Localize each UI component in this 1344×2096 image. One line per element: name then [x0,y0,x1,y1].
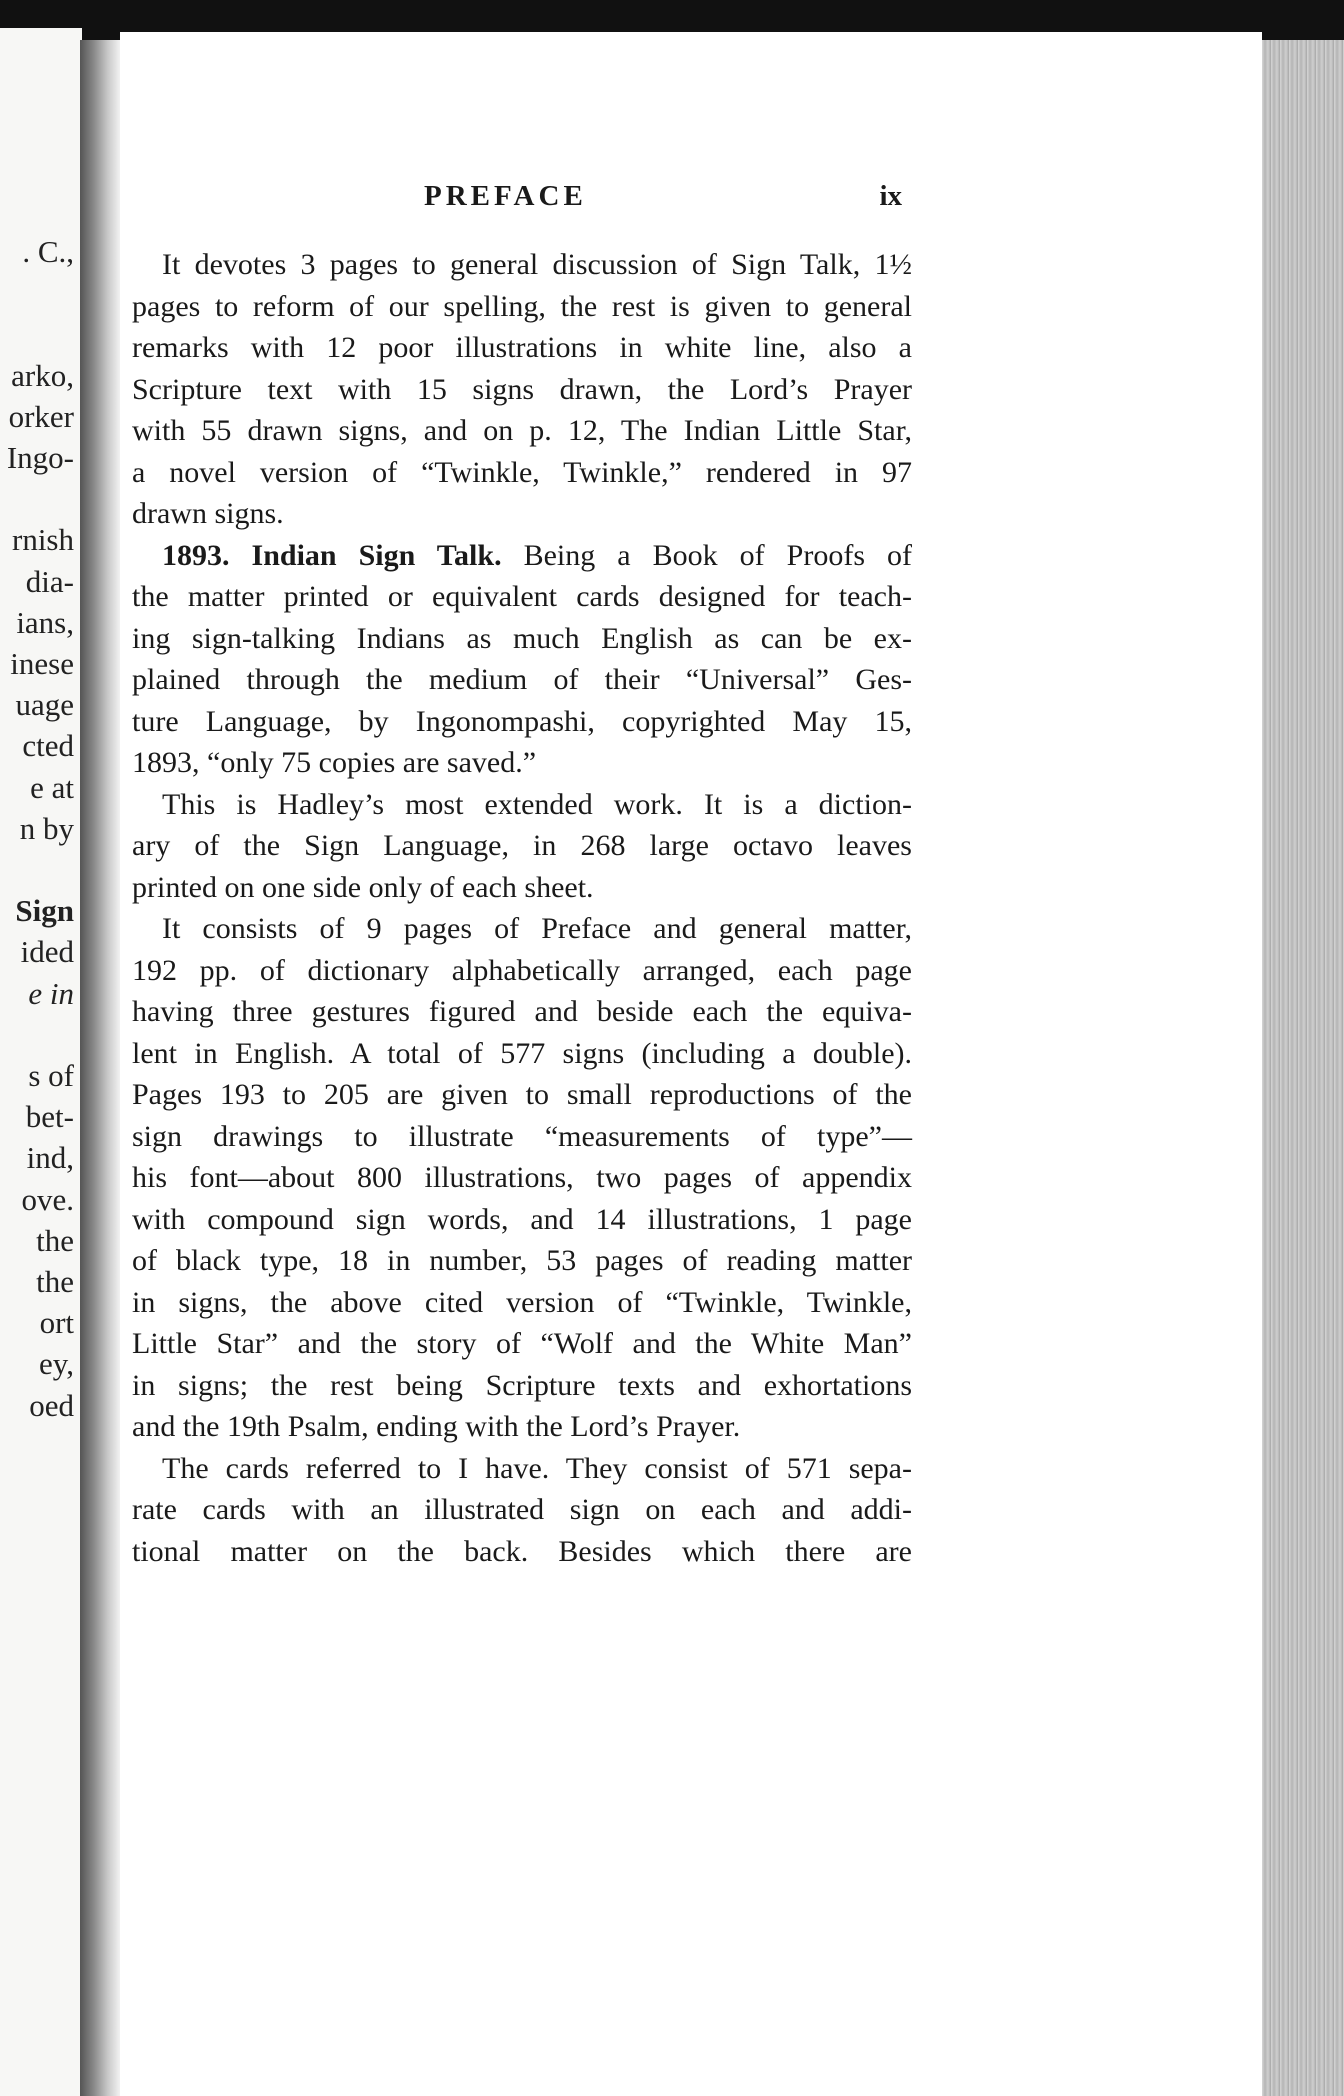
text-line: of black type, 18 in number, 53 pages of reading matter [132,1244,912,1277]
text-line: Little Star” and the story of “Wolf and the White Man” [132,1327,912,1360]
left-page-fragment: rnish [12,522,74,558]
left-page-fragment: n by [19,810,74,846]
text-line: the matter printed or equivalent cards designed for teach- [132,580,912,613]
left-page-fragment: Ingo- [6,440,74,475]
paragraph-5 [132,1448,912,1573]
left-page-fragment: cted [22,728,74,764]
text-line: drawn signs. [132,497,284,530]
left-page-fragment: arko, [11,357,74,393]
body-text [132,244,912,1572]
text-line: 192 pp. of dictionary alphabetically arranged, each page [132,953,912,987]
text-line: This is Hadley’s most extended work. It is a diction- [162,787,912,821]
left-page-fragment: ort [39,1305,74,1341]
left-page-fragment: s of [28,1058,74,1093]
entry-title: Indian Sign Talk. [251,538,502,572]
left-page-fragment: orker [8,398,74,434]
left-page-fragment: e in [28,975,74,1011]
left-page-fragment: inese [10,646,74,681]
left-page-fragment: oed [29,1387,74,1423]
page-number: ix [879,180,902,212]
text-line: The cards referred to I have. They consist of 571 sepa- [162,1451,912,1485]
paragraph-3 [132,784,912,909]
left-page-fragment: . C., [22,234,74,269]
text-line: his font—about 800 illustrations, two pages of appendix [132,1161,912,1194]
text-line: lent in English. A total of 577 signs (including a double). [132,1036,912,1070]
running-head: PREFACE [424,180,587,212]
text-line: sign drawings to illustrate “measurements of type”— [132,1119,912,1153]
facing-page-left [0,28,82,2096]
page-edges [1262,40,1344,2096]
left-page-fragment: ind, [26,1140,74,1176]
text-line: tional matter on the back. Besides which there are [132,1534,912,1568]
text-line: ing sign-talking Indians as much English as can be ex- [132,621,912,655]
text-line: rate cards with an illustrated sign on each and addi- [132,1493,912,1526]
text-line: a novel version of “Twinkle, Twinkle,” rendered in 97 [132,455,912,489]
text-line: printed on one side only of each sheet. [132,870,594,904]
text-line: 1893, “only 75 copies are saved.” [132,746,537,779]
left-page-fragment: ided [20,934,74,970]
text-line: pages to reform of our spelling, the rest is given to general [132,289,912,323]
left-page-fragment: ians, [16,604,74,640]
text-line: in signs; the rest being Scripture texts and exhortations [132,1368,912,1402]
page-header [132,180,906,224]
left-page-fragment: the [36,1222,74,1258]
text-line: with compound sign words, and 14 illustrations, 1 page [132,1202,912,1236]
left-page-fragment: Sign [15,893,74,929]
left-page-fragment: e at [30,769,74,805]
text-line: and the 19th Psalm, ending with the Lord’s Prayer. [132,1410,741,1443]
paragraph-1 [132,244,912,535]
text-line: having three gestures figured and beside each the equiva- [132,995,912,1028]
text-line: It consists of 9 pages of Preface and general matter, [162,912,912,945]
left-page-fragment: bet- [25,1099,74,1135]
book-gutter [80,40,120,2096]
text-line: Pages 193 to 205 are given to small reproductions of the [132,1078,912,1111]
left-page-fragment: dia- [25,563,74,599]
text-line: Scripture text with 15 signs drawn, the Lord’s Prayer [132,372,912,406]
entry-text: Being a Book of Proofs of [523,538,913,572]
text-line: with 55 drawn signs, and on p. 12, The Indian Little Star, [132,414,912,447]
text-line: ary of the Sign Language, in 268 large octavo leaves [132,829,912,862]
text-line: ture Language, by Ingonompashi, copyrighted May 15, [132,704,912,738]
text-line: It devotes 3 pages to general discussion of Sign Talk, 1½ [162,248,912,281]
text-line [132,535,912,577]
text-line: in signs, the above cited version of “Twinkle, Twinkle, [132,1285,912,1319]
left-page-fragment: ey, [39,1346,74,1382]
left-page-fragment: the [36,1264,74,1299]
left-page-fragment: uage [15,687,74,723]
entry-year: 1893. [162,538,230,572]
paragraph-4 [132,908,912,1448]
text-line: plained through the medium of their “Universal” Ges- [132,663,912,696]
left-page-fragment: ove. [21,1181,74,1217]
paragraph-2 [132,535,912,784]
text-line: remarks with 12 poor illustrations in white line, also a [132,331,912,364]
